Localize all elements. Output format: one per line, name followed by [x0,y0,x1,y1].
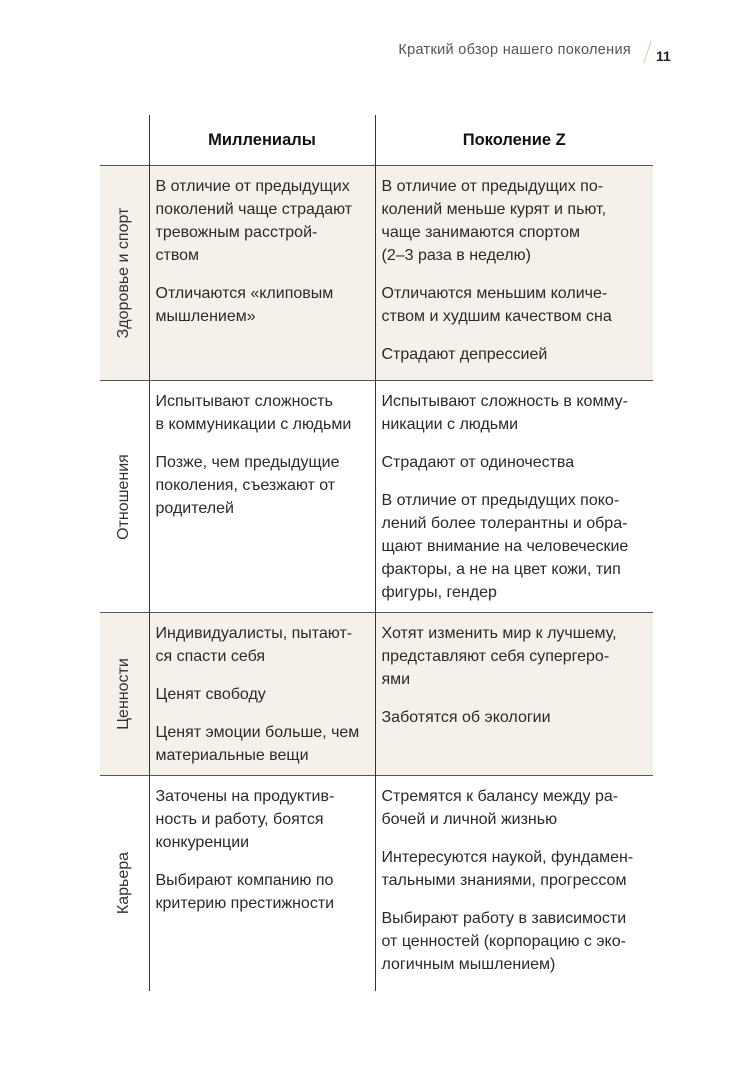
text-line: лений более толерантны и обра- [381,515,628,532]
generations-comparison-table [100,115,653,991]
text-line: ством и худшим качеством сна [381,308,612,325]
cell-paragraph [382,282,650,328]
table-header-row [100,115,653,166]
text-line: Заботятся об экологии [381,709,551,726]
cell-paragraph [382,343,650,366]
text-line: чаще занимаются спортом [381,224,581,241]
cell-paragraph [156,451,371,520]
column-header-genz: Поколение Z [375,115,653,166]
text-line: в коммуникации с людьми [155,416,352,433]
cell-paragraph [382,785,650,831]
text-line: поколений чаще страдают [155,201,353,218]
text-line: Интересуются наукой, фундамен- [381,849,634,866]
text-line: Позже, чем предыдущие [155,454,340,471]
text-line: Ценят свободу [155,686,266,703]
text-line: ся спасти себя [155,648,266,665]
cell-millennials [149,776,375,991]
text-line: бочей и личной жизнью [381,811,558,828]
row-category-label [100,381,149,613]
cell-paragraph [382,390,650,436]
cell-paragraph [156,721,371,767]
text-line: щают внимание на человеческие [381,538,629,555]
text-line: (2–3 раза в неделю) [381,247,531,264]
text-line: тальными знаниями, прогрессом [381,872,627,889]
table-row [100,613,653,776]
cell-paragraph [382,907,650,976]
text-line: ность и работу, боятся [155,811,324,828]
text-line: Отличаются меньшим количе- [381,285,608,302]
category-text: Здоровье и спорт [115,207,133,339]
cell-millennials [149,381,375,613]
text-line: тревожным расстрой- [155,224,318,241]
text-line: В отличие от предыдущих по- [381,178,604,195]
running-title: Краткий обзор нашего поколения [398,42,631,58]
cell-genz [375,166,653,381]
cell-genz [375,613,653,776]
table-row [100,166,653,381]
text-line: фигуры, гендер [381,584,497,601]
cell-paragraph [382,451,650,474]
cell-paragraph [382,706,650,729]
text-line: Индивидуалисты, пытают- [155,625,353,642]
text-line: материальные вещи [155,747,309,764]
cell-paragraph [156,683,371,706]
cell-paragraph [382,489,650,604]
cell-paragraph [382,622,650,691]
cell-paragraph [156,785,371,854]
text-line: ями [381,671,411,688]
text-line: родителей [155,500,234,517]
text-line: никации с людьми [381,416,519,433]
text-line: В отличие от предыдущих поко- [381,492,620,509]
category-text: Отношения [115,453,133,540]
text-line: поколения, съезжают от [155,477,336,494]
text-line: Испытывают сложность в комму- [381,393,628,410]
text-line: Испытывают сложность [155,393,333,410]
table-row [100,776,653,991]
text-line: Заточены на продуктив- [155,788,335,805]
text-line: Выбирают работу в зависимости [381,910,627,927]
header-divider [643,40,651,63]
text-line: критерию престижности [155,895,335,912]
text-line: Хотят изменить мир к лучшему, [381,625,617,642]
cell-genz [375,381,653,613]
row-category-label [100,166,149,381]
corner-cell [100,115,149,166]
text-line: В отличие от предыдущих [155,178,350,195]
cell-millennials [149,613,375,776]
text-line: Выбирают компанию по [155,872,334,889]
cell-paragraph [382,846,650,892]
cell-millennials [149,166,375,381]
column-header-millennials: Миллениалы [149,115,375,166]
cell-paragraph [156,622,371,668]
cell-paragraph [156,175,371,267]
text-line: Стремятся к балансу между ра- [381,788,619,805]
cell-paragraph [156,869,371,915]
text-line: логичным мышлением) [381,956,556,973]
text-line: колений меньше курят и пьют, [381,201,607,218]
text-line: Отличаются «клиповым [155,285,334,302]
category-text: Ценности [115,658,133,730]
cell-paragraph [156,282,371,328]
text-line: Страдают депрессией [381,346,548,363]
text-line: мышлением» [155,308,256,325]
text-line: ством [155,247,200,264]
row-category-label [100,613,149,776]
text-line: от ценностей (корпорацию с эко- [381,933,626,950]
category-text: Карьера [115,852,133,915]
row-category-label [100,776,149,991]
cell-paragraph [382,175,650,267]
text-line: Страдают от одиночества [381,454,575,471]
text-line: Ценят эмоции больше, чем [155,724,360,741]
cell-genz [375,776,653,991]
text-line: представляют себя супергеро- [381,648,610,665]
text-line: факторы, а не на цвет кожи, тип [381,561,621,578]
cell-paragraph [156,390,371,436]
page-number: 11 [656,48,671,64]
table-row [100,381,653,613]
text-line: конкуренции [155,834,250,851]
